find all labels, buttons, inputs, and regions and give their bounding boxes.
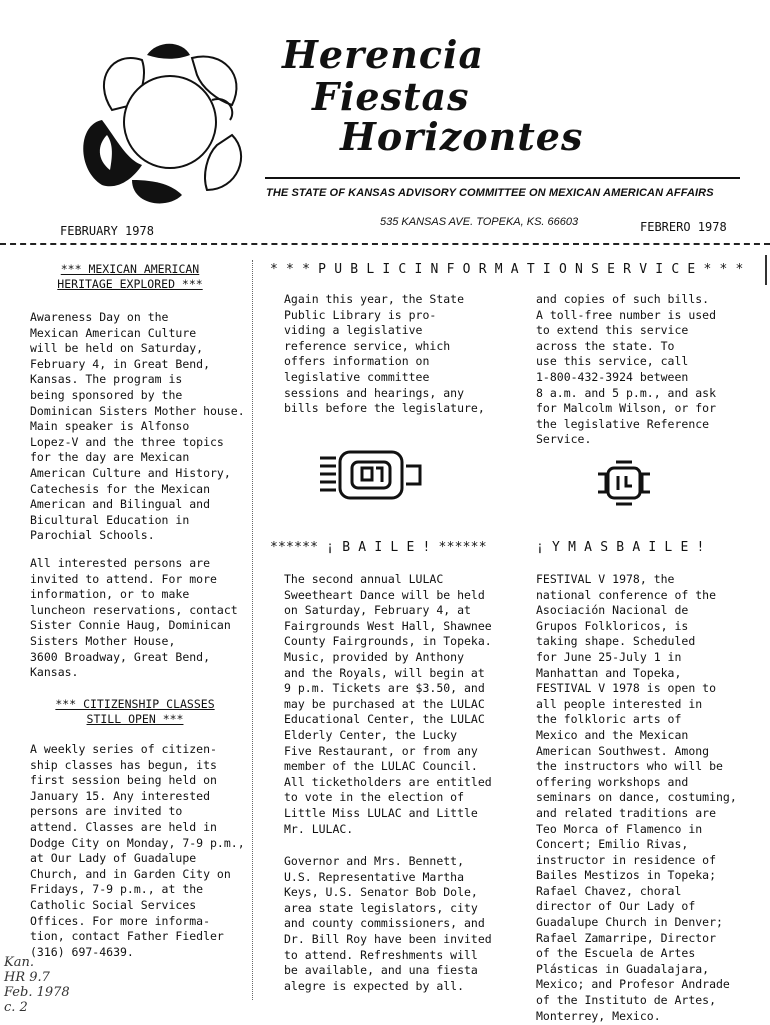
masthead-herencia: Herencia <box>282 32 485 77</box>
masthead-horizontes: Horizontes <box>340 114 584 159</box>
address: 535 KANSAS AVE. TOPEKA, KS. 66603 <box>380 216 579 228</box>
mas-baile-paragraph: FESTIVAL V 1978, the national conference of the Asociación Nacional de Grupos Folkloricos, is taking shape. Scheduled for June 25-July 1 in Manhattan and Topeka, FESTIVAL V 1978 is open to all people interested in the folkloric arts of Mexico and the Mexican American Southwest. Among the instructors who will be offering workshops and seminars on dance, costuming, and related traditions are Teo Morca of Flamenco in Concert; Emilio Rivas, instructor in residence of Bailes Mestizos in Topeka; Rafael Chavez, choral director of Our Lady of Guadalupe Church in Denver; Rafael Zamarripe, Director of the Escuela de Artes Plásticas in Guadalajara, Mexico; and Profesor Andrade of the Instituto de Artes, Monterrey, Mexico. <box>536 572 737 1023</box>
committee-name: THE STATE OF KANSAS ADVISORY COMMITTEE ON MEXICAN AMERICAN AFFAIRS <box>266 187 714 199</box>
pis-paragraph-2: and copies of such bills. A toll-free number is used to extend this service across the state. To use this service, call 1-800-432-3924 between 8 a.m. and 5 p.m., and ask for Malcolm Wilson, or for the legislative Reference Service. <box>536 292 717 447</box>
citizenship-headline: *** CITIZENSHIP CLASSES STILL OPEN *** <box>55 697 215 726</box>
heritage-paragraph-1: Awareness Day on the Mexican American Culture will be held on Saturday, February 4, in Great Bend, Kansas. The program is being sponsored by the Dominican Sisters Mother house. Main speaker is Alfonso Lopez-V and the three topics for the day are Mexican American Culture and History, Catechesis for the Mexican American and Bilingual and Bicultural Education in Parochial Schools. <box>30 310 245 543</box>
citizenship-paragraph: A weekly series of citizen- ship classes has begun, its first session being held on January 15. Any interested persons are invited to attend. Classes are held in Dodge City on Monday, 7-9 p.m., at Our Lady of Guadalupe Church, and in Garden City on Fridays, 7-9 p.m., at the Catholic Social Services Offices. For more informa- tion, contact Father Fiedler (316) 697-4639. <box>30 742 245 959</box>
pis-headline: * * * P U B L I C I N F O R M A T I O N S E R V I C E * * * <box>270 262 744 277</box>
heritage-headline: *** MEXICAN AMERICAN HERITAGE EXPLORED *** <box>57 262 203 291</box>
right-border <box>765 255 767 285</box>
date-spanish: FEBRERO 1978 <box>640 220 727 234</box>
header-divider <box>0 243 770 245</box>
baile-paragraph-2: Governor and Mrs. Bennett, U.S. Representative Martha Keys, U.S. Senator Bob Dole, area state legislators, city and county commissioners, and Dr. Bill Roy have been invited to attend. Refreshments will be available, and una fiesta alegre is expected by all. <box>284 854 492 993</box>
heritage-paragraph-2: All interested persons are invited to attend. For more information, or to make luncheon reservations, contact Sister Connie Haug, Dominican Sisters Mother House, 3600 Broadway, Great Bend, Kansas. <box>30 556 238 680</box>
column-divider <box>252 260 253 1000</box>
baile-paragraph-1: The second annual LULAC Sweetheart Dance will be held on Saturday, February 4, at Fairgrounds West Hall, Shawnee County Fairgrounds, in Topeka. Music, provided by Anthony and the Royals, will begin at 9 p.m. Tickets are $3.50, and may be purchased at the LULAC Educational Center, the LULAC Elderly Center, the Lucky Five Restaurant, or from any member of the LULAC Council. All ticketholders are entitled to vote in the election of Little Miss LULAC and Little Mr. LULAC. <box>284 572 492 836</box>
baile-headline: ****** ¡ B A I L E ! ****** <box>270 540 487 555</box>
date-english: FEBRUARY 1978 <box>60 224 154 238</box>
glyph-ornament-icon <box>596 460 652 506</box>
aztec-ornament-icon <box>318 446 424 504</box>
masthead-rule <box>265 177 740 179</box>
pis-paragraph-1: Again this year, the State Public Library is pro- viding a legislative reference service, which offers information on legislative committee sessions and hearings, any bills before the legislature, <box>284 292 485 416</box>
handwritten-catalog-note: Kan. HR 9.7 Feb. 1978 c. 2 <box>4 955 70 1015</box>
masthead-fiestas: Fiestas <box>312 74 470 119</box>
mas-baile-headline: ¡ Y M A S B A I L E ! <box>536 540 705 555</box>
flower-sun-logo <box>72 40 252 210</box>
